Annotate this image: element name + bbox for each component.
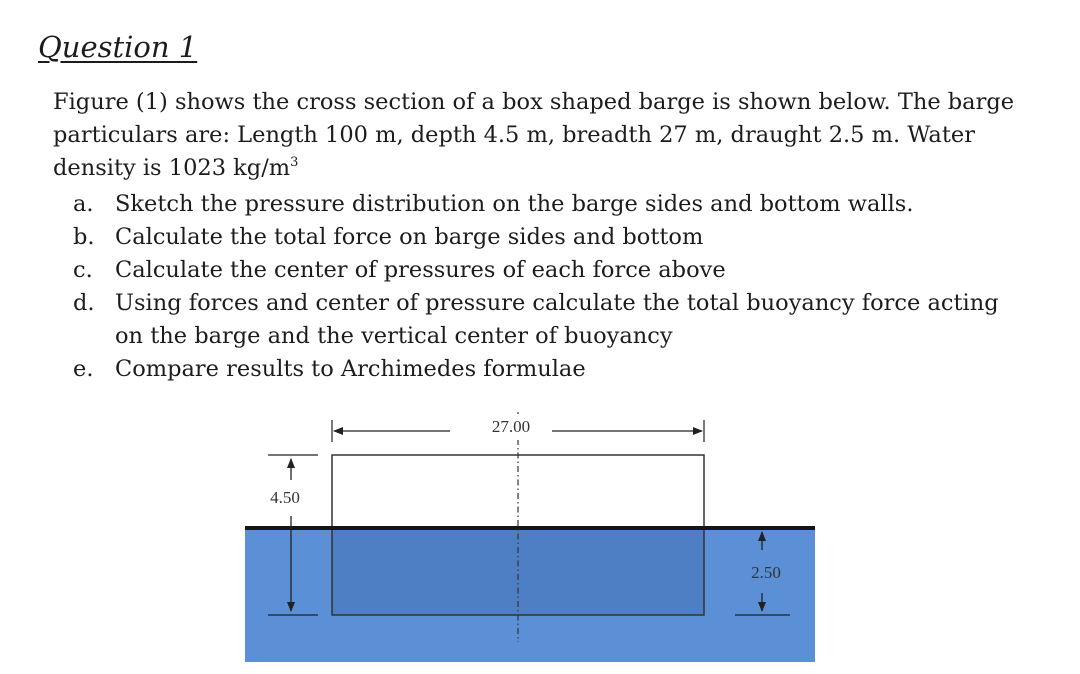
list-item-text: Calculate the center of pressures of each force above [115, 257, 726, 283]
breadth-label: 27.00 [491, 417, 531, 436]
list-item-text: Sketch the pressure distribution on the barge sides and bottom walls. [115, 191, 914, 217]
question-title: Question 1 [38, 30, 198, 64]
list-item-text: Calculate the total force on barge sides and bottom [115, 224, 704, 250]
list-marker: d. [73, 290, 95, 316]
list-item [73, 188, 1023, 221]
list-item-text: Using forces and center of pressure calculate the total buoyancy force acting on the barge and the vertical center of buoyancy [115, 290, 999, 349]
barge-cross-section-figure [0, 400, 1080, 674]
intro-line-3 [53, 152, 1021, 185]
list-item-text: Compare results to Archimedes formulae [115, 356, 586, 382]
intro-line-1: Figure (1) shows the cross section of a box shaped barge is shown below. The barge [53, 89, 1015, 115]
list-item [73, 254, 1023, 287]
list-marker: a. [73, 191, 94, 217]
task-list [73, 188, 1023, 386]
list-marker: b. [73, 224, 95, 250]
list-item [73, 353, 1023, 386]
unit-superscript: 3 [290, 155, 299, 170]
list-marker: e. [73, 356, 94, 382]
list-item [73, 287, 1023, 353]
depth-label: 4.50 [270, 488, 300, 507]
intro-line-3-text: density is 1023 kg/m [53, 155, 291, 181]
list-item [73, 221, 1023, 254]
intro-line-2: particulars are: Length 100 m, depth 4.5 m, breadth 27 m, draught 2.5 m. Water [53, 122, 975, 148]
list-marker: c. [73, 257, 93, 283]
question-intro [53, 86, 1021, 185]
draught-label: 2.50 [751, 563, 781, 582]
barge-freeboard-hull [332, 455, 704, 528]
